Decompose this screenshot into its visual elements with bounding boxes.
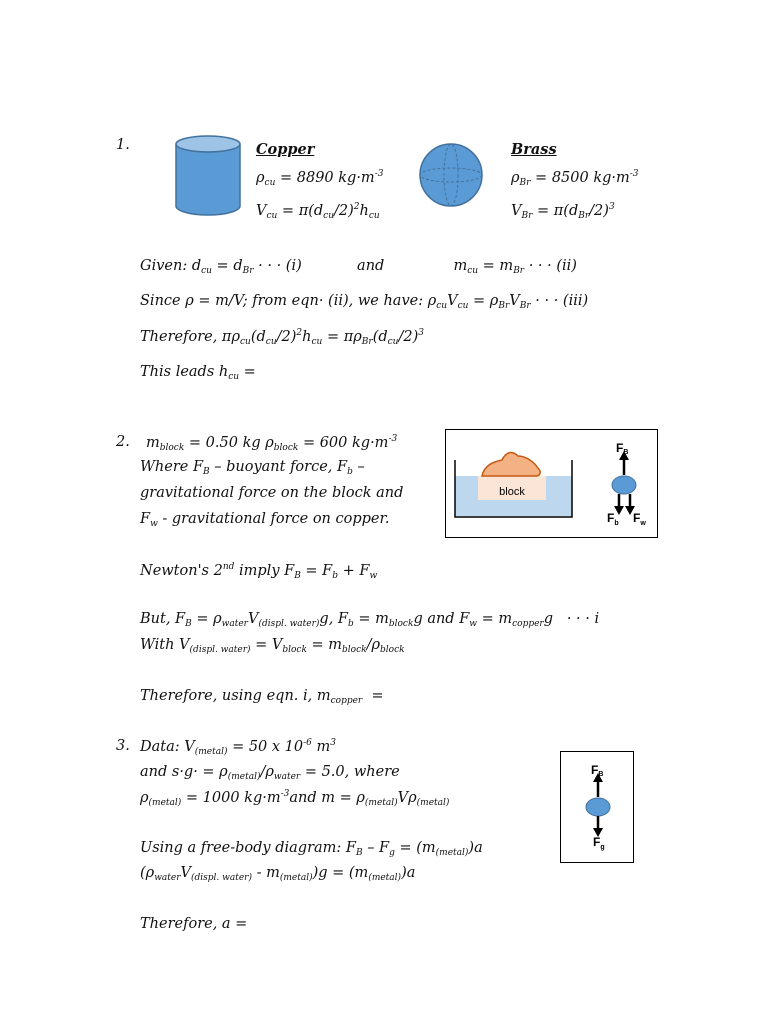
- free-body-diagram-3-svg: [561, 752, 633, 862]
- therefore-line-2: Therefore, using eqn. i, $m_{copper}$ =: [140, 688, 384, 706]
- copper-header: Copper: [256, 141, 315, 158]
- copper-cylinder-icon: [172, 133, 244, 219]
- therefore-line-3: Therefore, a =: [140, 916, 248, 932]
- metal-object: [586, 798, 610, 816]
- copper-definitions: [256, 138, 383, 228]
- therefore-line-1: Therefore, $\pi\rho_{cu}(d_{cu}/2)^2h_{cu} = \pi\rho_{Br}(d_{cu}/2)^3$: [140, 328, 424, 347]
- problem-2-number: 2.: [116, 434, 130, 450]
- problem-3-line-2: and $s\cdot g\cdot = \rho_{(metal)}/\rho_{water} = 5.0$, where: [140, 764, 400, 782]
- problem-1-number: 1.: [116, 137, 130, 153]
- buoyancy-diagram: [445, 429, 658, 538]
- free-body-object: [612, 476, 636, 494]
- force-b-label: $F_b$: [607, 511, 619, 527]
- given-line: Given: $d_{cu} = d_{Br}$ · · · (i) and $m_{cu} = m_{Br}$ · · · (ii): [140, 258, 577, 276]
- buoyant-force-label: FB: [591, 763, 604, 778]
- block-label: block: [499, 486, 525, 498]
- gravity-force-label: $F_g$: [593, 835, 605, 851]
- brass-volume: $V_{Br} = \pi(d_{Br}/2)^3$: [511, 202, 615, 221]
- newton-line: Newton's 2nd imply $F_B = F_b + F_w$: [140, 562, 378, 581]
- buoyancy-diagram-svg: [446, 430, 657, 537]
- problem-2-line-2: Where $F_B$ – buoyant force, $F_b$ –: [140, 459, 365, 477]
- but-line: But, $F_B = \rho_{water}V_{(displ. water)}g$, $F_b = m_{block}g$ and $F_w = m_{copper}g$ · · · i: [140, 611, 600, 629]
- problem-3-line-1: Data: $V_{(metal)} = 50$ x $10^{-6}$ $m^3$: [140, 738, 337, 757]
- fbd-line: Using a free-body diagram: $F_B - F_g = (m_{(metal)})a$: [140, 840, 483, 858]
- brass-density: $\rho_{Br} = 8500$ $kg\cdot m^{-3}$: [511, 169, 639, 188]
- problem-3-number: 3.: [116, 738, 130, 754]
- with-line: With $V_{(displ. water)} = V_{block} = m_{block}/\rho_{block}$: [140, 637, 405, 655]
- copper-volume: $V_{cu} = \pi(d_{cu}/2)^2h_{cu}$: [256, 202, 380, 221]
- force-w-label: $F_w$: [633, 511, 646, 527]
- brass-definitions: [511, 138, 639, 228]
- copper-density: $\rho_{cu} = 8890$ $kg\cdot m^{-3}$: [256, 169, 384, 188]
- problem-2-line-4: $F_w$ - gravitational force on copper.: [140, 511, 390, 529]
- problem-2-line-3: gravitational force on the block and: [140, 485, 404, 501]
- problem-2-line-1: $m_{block} = 0.50$ kg $\rho_{block} = 600$ $kg\cdot m^{-3}$: [146, 434, 398, 453]
- force-b-arrowhead: [614, 506, 624, 515]
- leads-line: This leads $h_{cu}$ =: [140, 364, 256, 382]
- since-line: Since ρ = m/V; from eqn· (ii), we have: $\rho_{cu}V_{cu} = \rho_{Br}V_{Br}$ · · · (iii): [140, 293, 589, 311]
- equation-line: $(\rho_{water}V_{(displ. water)} - m_{(metal)})g = (m_{(metal)})a$: [140, 865, 416, 883]
- brass-header: Brass: [511, 141, 557, 158]
- brass-sphere-icon: [417, 141, 485, 209]
- free-body-diagram-3: [560, 751, 634, 863]
- copper-lump: [482, 453, 540, 476]
- problem-3-line-3: $\rho_{(metal)} = 1000$ $kg\cdot m^{-3}and$ $m = \rho_{(metal)}V\rho_{(metal)}$: [140, 789, 450, 808]
- force-up-label: FB: [616, 441, 629, 456]
